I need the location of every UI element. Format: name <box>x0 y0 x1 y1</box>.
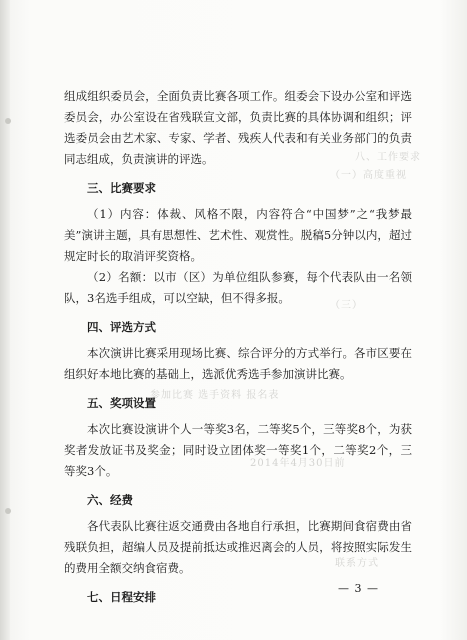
section-heading: 三、比赛要求 <box>87 181 156 195</box>
section-heading: 四、评选方式 <box>87 320 156 334</box>
show-through-text: （三） <box>330 300 363 311</box>
page-number: — 3 — <box>338 582 379 595</box>
show-through-text: 八、工作要求 <box>355 152 421 163</box>
body-paragraph: 各代表队比赛往返交通费由各地自行承担，比赛期间食宿费由省残联负担，超编人员及提前抵达或推迟离会的人员，将按照实际发生的费用全额交纳食宿费。 <box>64 519 412 575</box>
body-paragraph: 组成组织委员会，全面负责比赛各项工作。组委会下设办公室和评选委员会，办公室设在省残联宣文部，负责比赛的具体协调和组织；评选委员会由艺术家、专家、学者、残疾人代表和有关业务部门的负责同志组成，负责演讲的评选。 <box>64 89 412 166</box>
body-paragraph: （2）名额：以市（区）为单位组队参赛，每个代表队由一名领队，3名选手组成，可以空缺，但不得多报。 <box>64 270 412 305</box>
document-body <box>64 86 412 613</box>
section-heading: 五、奖项设置 <box>87 396 156 410</box>
show-through-text: 联系方式 <box>335 558 379 569</box>
body-paragraph: 本次比赛设演讲个人一等奖3名，二等奖5个，三等奖8个，为获奖者发放证书及奖金；同时设立团体奖一等奖1个，二等奖2个，三等奖3个。 <box>64 422 412 478</box>
show-through-text: 2014年4月30日前 <box>250 458 346 469</box>
show-through-text: 参加比赛 选手资料 报名表 <box>150 390 280 401</box>
show-through-text: （一）高度重视 <box>330 170 407 181</box>
section-heading: 七、日程安排 <box>87 590 156 604</box>
section-heading: 六、经费 <box>87 493 133 507</box>
body-paragraph: 本次演讲比赛采用现场比赛、综合评分的方式举行。各市区要在组织好本地比赛的基础上，选派优秀选手参加演讲比赛。 <box>64 346 412 381</box>
punch-hole <box>5 508 11 514</box>
body-paragraph: （1）内容：体裁、风格不限，内容符合“中国梦”之“我梦最美”演讲主题，具有思想性、艺术性、观赏性。脱稿5分钟以内，超过规定时长的取消评奖资格。 <box>64 207 412 263</box>
punch-hole <box>5 118 11 124</box>
binding-edge <box>0 0 10 640</box>
